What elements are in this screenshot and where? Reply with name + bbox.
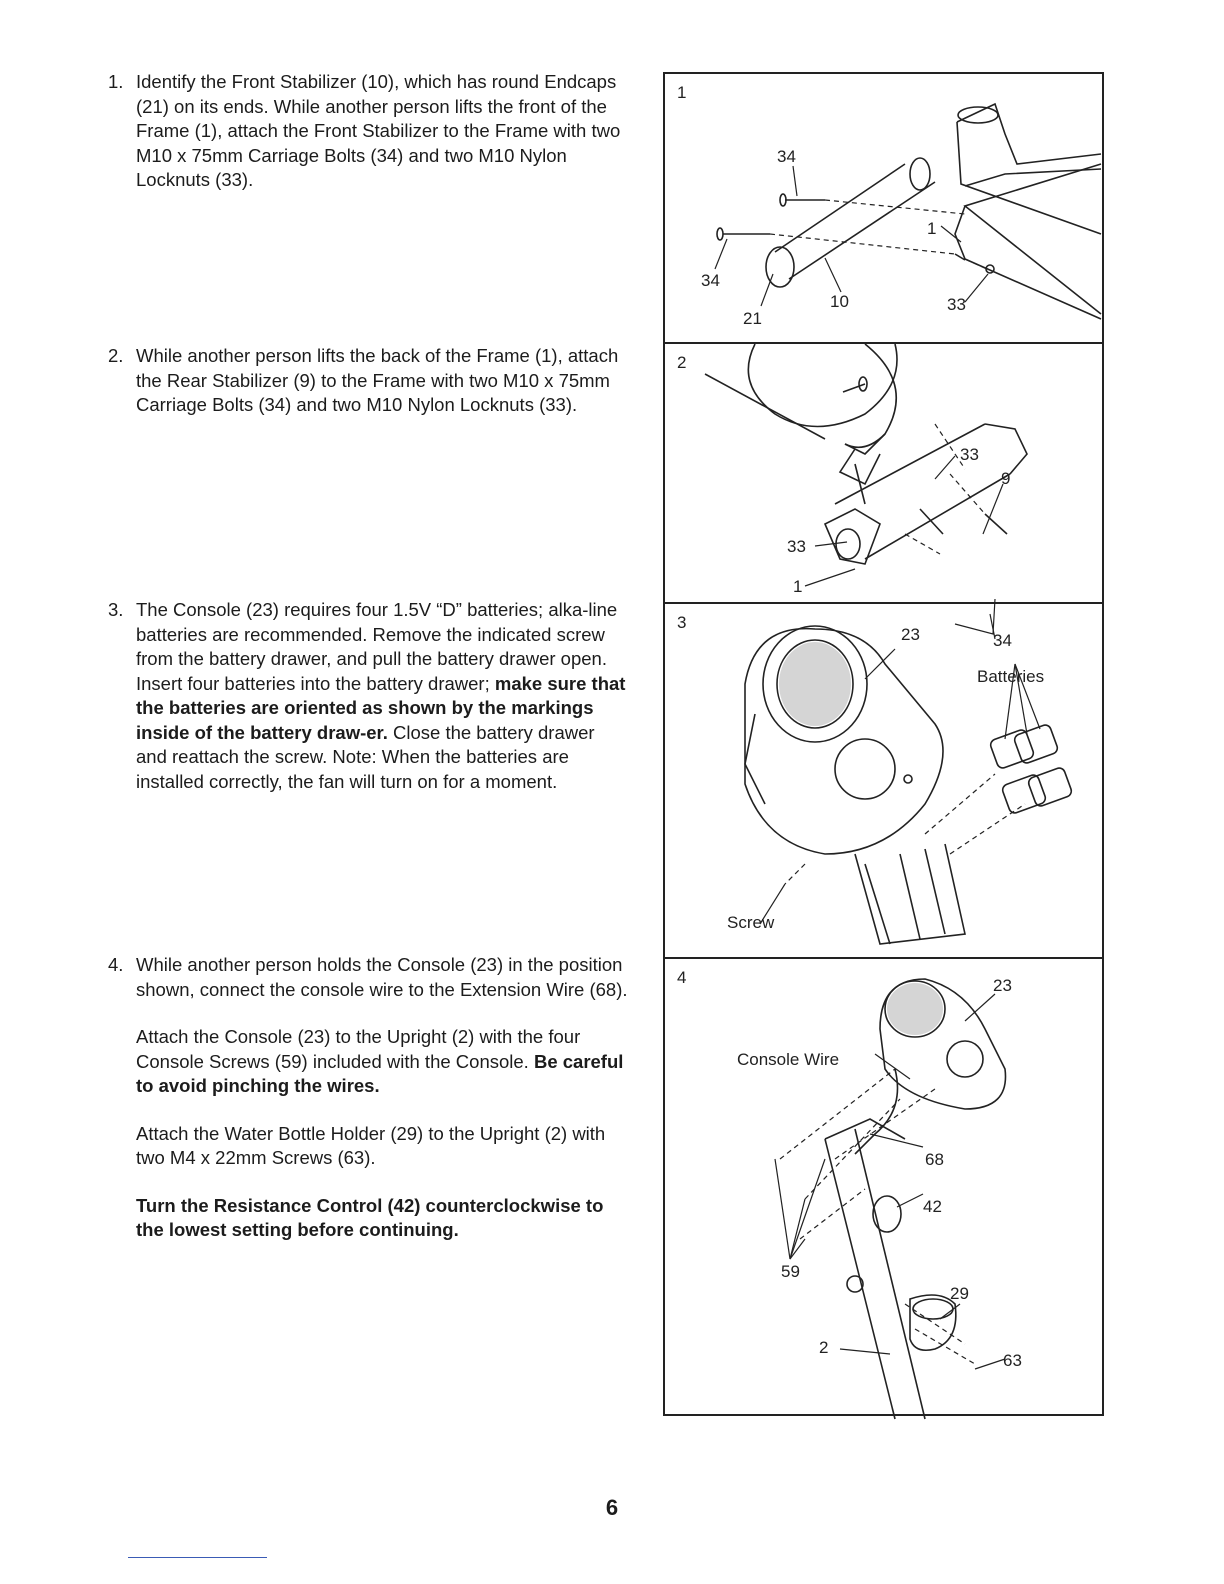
part-label: 63 (1003, 1351, 1022, 1370)
panel-number: 3 (677, 613, 687, 632)
part-label: 34 (777, 147, 796, 166)
step-text-part: Attach the Console (23) to the Upright (2) with the four Console Screws (59) included with the Console. (136, 1026, 581, 1072)
part-label: 68 (925, 1150, 944, 1169)
part-label: Console Wire (737, 1050, 840, 1069)
step-3 (108, 598, 628, 794)
console-upright-diagram (665, 959, 1101, 1416)
step-text: While another person holds the Console (23) in the position shown, connect the console wire to the Extension Wire (68). (136, 954, 628, 1000)
panel-number: 2 (677, 353, 687, 372)
part-label: Screw (727, 913, 775, 932)
step-text-part: The Console (23) requires four 1.5V “D” batteries; alka-line batteries are recommended. Remove the indicated screw from the battery drawer, and pull the battery drawer open. Insert four batteries into the battery drawer; (136, 599, 618, 694)
part-label: 33 (947, 295, 966, 314)
figure-panel-2 (665, 342, 1102, 650)
panel-number: 4 (677, 968, 687, 987)
step-number: 3. (108, 599, 124, 620)
step-number: 1. (108, 71, 124, 92)
step-number: 2. (108, 345, 124, 366)
part-label: 59 (781, 1262, 800, 1281)
step-warning: make sure that the batteries are oriented as shown by the markings inside of the battery draw-er. (136, 672, 626, 743)
part-label: 29 (950, 1284, 969, 1303)
front-stabilizer-diagram (665, 74, 1101, 342)
part-label: 1 (927, 219, 937, 238)
step-text: While another person lifts the back of the Frame (1), attach the Rear Stabilizer (9) to the Frame with two M10 x 75mm Carriage Bolts (34) and two M10 Nylon Locknuts (33). (136, 345, 619, 415)
part-label: 34 (993, 631, 1012, 650)
part-label: 21 (743, 309, 762, 328)
step-warning: Be careful to avoid pinching the wires. (136, 1050, 624, 1096)
step-2 (108, 344, 628, 418)
step-text: Identify the Front Stabilizer (10), which has round Endcaps (21) on its ends. While another person lifts the front of the Frame (1), attach the Front Stabilizer to the Frame with two M10 x 75mm Carriage Bolts (34) and two M10 Nylon Locknuts (33). (136, 71, 621, 190)
console-battery-diagram (665, 604, 1101, 957)
step-text-part: Close the battery drawer and reattach the screw. Note: When the batteries are installed correctly, the fan will turn on for a moment. (136, 721, 595, 792)
step-4 (108, 953, 628, 1243)
part-label: 10 (830, 292, 849, 311)
part-label: 9 (1001, 469, 1011, 488)
step-1 (108, 70, 628, 193)
rear-stabilizer-diagram (665, 344, 1101, 650)
step-warning: Turn the Resistance Control (42) counterclockwise to the lowest setting before continuing. (136, 1194, 604, 1240)
part-label: 33 (787, 537, 806, 556)
step-text (136, 1194, 628, 1243)
step-text (136, 1025, 628, 1099)
page-number: 6 (605, 1495, 619, 1520)
figure-panel-3 (665, 602, 1102, 957)
part-label: 1 (793, 577, 803, 596)
part-label: 42 (923, 1197, 942, 1216)
figure-panel-1 (665, 74, 1102, 342)
footer-rule (128, 1557, 267, 1558)
part-label: 23 (901, 625, 920, 644)
part-label: Batteries (977, 667, 1045, 686)
figure-frame (663, 72, 1104, 1416)
part-label: 23 (993, 976, 1012, 995)
part-label: 2 (819, 1338, 829, 1357)
step-text: Attach the Water Bottle Holder (29) to the Upright (2) with two M4 x 22mm Screws (63). (136, 1122, 606, 1168)
figure-panel-4 (665, 957, 1102, 1416)
part-label: 34 (701, 271, 720, 290)
panel-number: 1 (677, 83, 687, 102)
part-label: 33 (960, 445, 979, 464)
step-text (136, 598, 628, 794)
step-number: 4. (108, 954, 124, 975)
